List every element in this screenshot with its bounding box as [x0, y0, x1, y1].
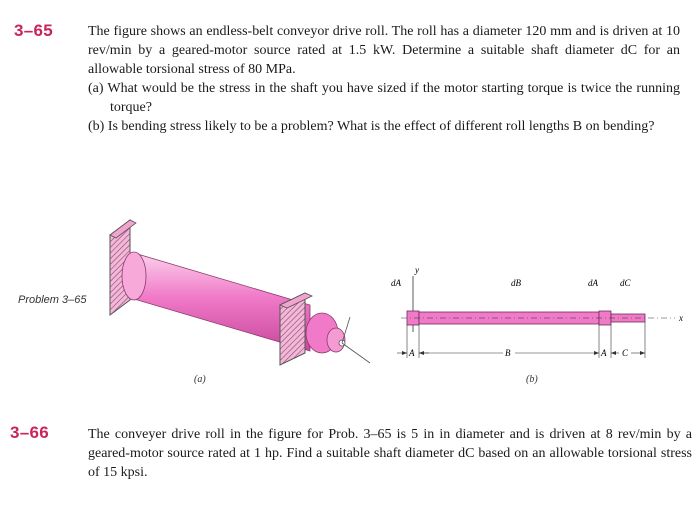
figure-a-caption: (a) — [194, 374, 206, 385]
problem-3-65-text — [88, 22, 680, 136]
figure-label: Problem 3–65 — [18, 294, 87, 306]
label-dC: dC — [620, 278, 631, 288]
label-B: B — [505, 348, 511, 358]
label-C: C — [622, 348, 629, 358]
label-dB: dB — [511, 278, 521, 288]
label-A-left: A — [409, 348, 415, 358]
label-dA-left: dA — [391, 278, 401, 288]
label-A-right: A — [601, 348, 607, 358]
problem-3-65-intro: The figure shows an endless-belt conveyor drive roll. The roll has a diameter 120 mm and is driven at 10 rev/min by a geared-motor source rated at 1.5 kW. Determine a suitable shaft diameter dC for an allowable torsional stress of 80 MPa. — [88, 24, 680, 77]
problem-3-65-part-b: (b) Is bending stress likely to be a problem? What is the effect of different roll lengths B on bending? — [88, 119, 655, 134]
figure-a-roll-drawing — [90, 205, 410, 365]
figure-b-caption: (b) — [526, 374, 538, 385]
figure-b-shaft-schematic — [391, 262, 695, 382]
problem-3-66-text: The conveyer drive roll in the figure for Prob. 3–65 is 5 in in diameter and is driven at 8 rev/min by a geared-motor source rated at 1 hp. Find a suitable shaft diameter dC based on an allowable torsional stress of 15 kpsi. — [88, 427, 692, 480]
label-y: y — [415, 265, 419, 275]
shaft-end — [306, 313, 370, 363]
problem-3-65-part-a: (a) What would be the stress in the shaft you have sized if the motor starting torque is twice the running torque? — [88, 81, 680, 115]
label-x: x — [679, 313, 683, 323]
label-dA-right: dA — [588, 278, 598, 288]
problem-number-3-65: 3–65 — [14, 21, 54, 40]
problem-number-3-66: 3–66 — [10, 423, 50, 442]
